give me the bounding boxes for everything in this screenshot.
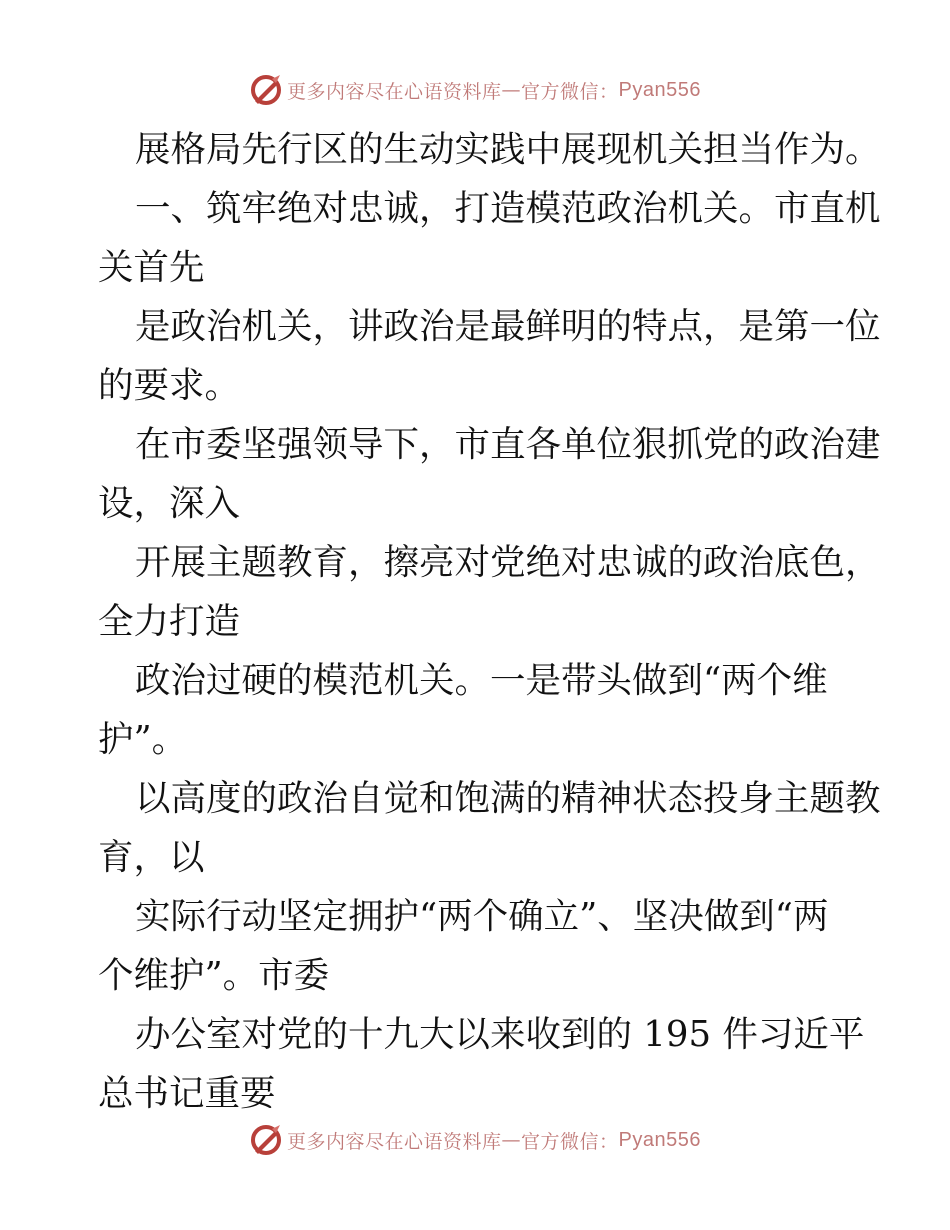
text-line: 政治过硬的模范机关。一是带头做到“两个维 [135, 660, 828, 701]
text-line: 总书记重要 [98, 1073, 276, 1114]
text-line: 育，以 [98, 837, 205, 878]
quill-logo-icon [249, 1123, 283, 1157]
watermark-separator: — [501, 1129, 522, 1151]
footer-watermark [0, 1120, 950, 1160]
watermark-wechat-label: 官方微信： [521, 80, 619, 103]
text-line: 是政治机关，讲政治是最鲜明的特点，是第一位 [135, 306, 881, 347]
header-watermark [0, 70, 950, 110]
watermark-wechat-id: Pyan556 [618, 1128, 701, 1151]
watermark-text: 更多内容尽在心语资料库 [287, 1130, 502, 1153]
text-line: 一、筑牢绝对忠诚，打造模范政治机关。市直机 [135, 188, 881, 229]
watermark-wechat-label: 官方微信： [521, 1130, 619, 1153]
text-line: 设，深入 [98, 483, 241, 524]
text-line: 护”。 [98, 719, 188, 760]
text-line: 展格局先行区的生动实践中展现机关担当作为。 [135, 129, 881, 170]
document-body [98, 120, 881, 1123]
text-line: 办公室对党的十九大以来收到的 195 件习近平 [135, 1014, 865, 1055]
text-line: 关首先 [98, 247, 205, 288]
watermark-separator: — [501, 79, 522, 101]
text-line: 以高度的政治自觉和饱满的精神状态投身主题教 [135, 778, 881, 819]
text-line: 实际行动坚定拥护“两个确立”、坚决做到“两 [135, 896, 829, 937]
watermark-text: 更多内容尽在心语资料库 [287, 80, 502, 103]
text-line: 开展主题教育，擦亮对党绝对忠诚的政治底色， [135, 542, 881, 583]
text-line: 全力打造 [98, 601, 241, 642]
text-line: 在市委坚强领导下，市直各单位狠抓党的政治建 [135, 424, 881, 465]
watermark-wechat-id: Pyan556 [618, 78, 701, 101]
text-line: 个维护”。市委 [98, 955, 330, 996]
text-line: 的要求。 [98, 365, 241, 406]
quill-logo-icon [249, 73, 283, 107]
